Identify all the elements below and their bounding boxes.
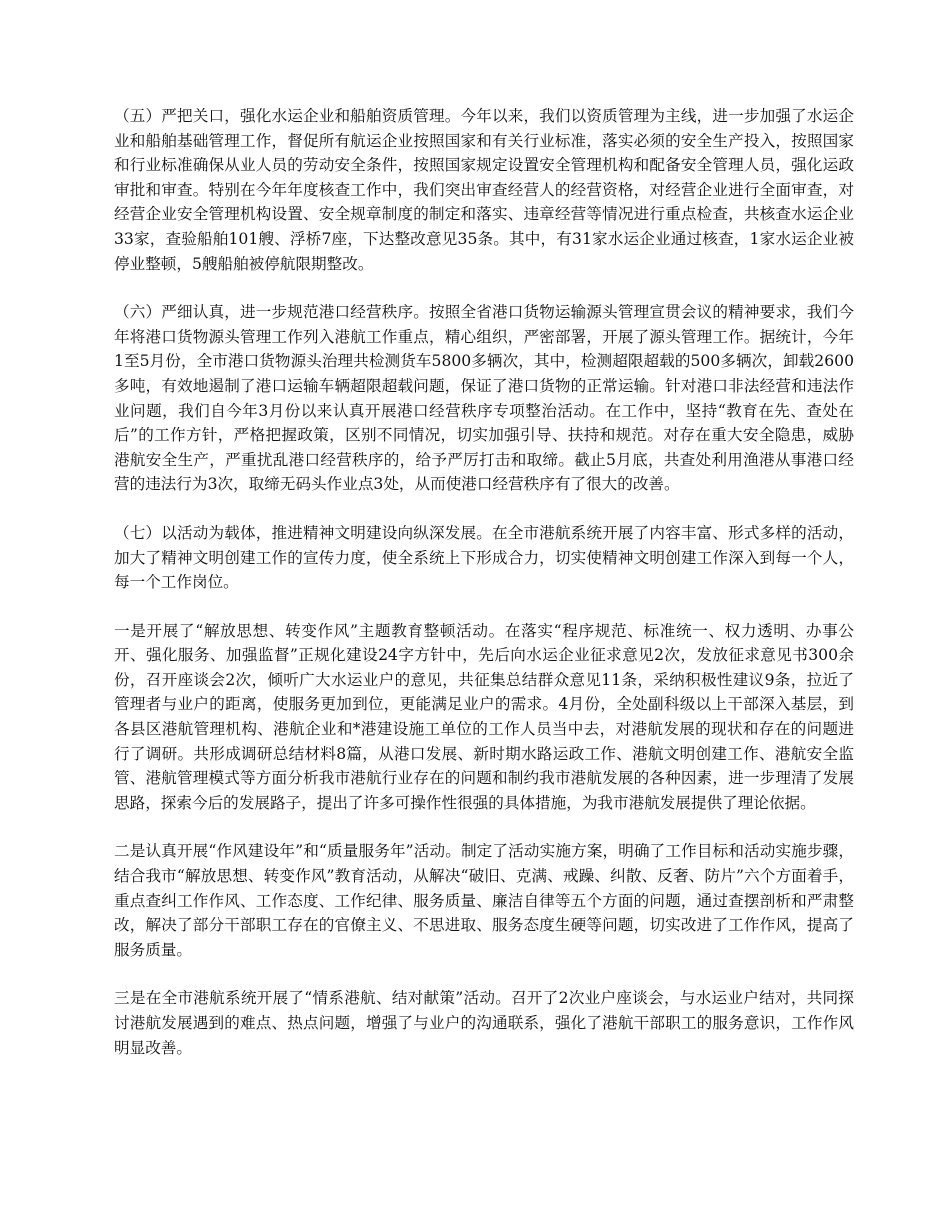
document-body — [114, 104, 854, 1084]
paragraph-work-style-year: 二是认真开展“作风建设年”和“质量服务年”活动。制定了活动实施方案，明确了工作目标和活动实施步骤，结合我市“解放思想、转变作风”教育活动，从解决“破旧、克满、戒躁、纠散、反奢、防片”六个方面着手，重点查纠工作作风、工作态度、工作纪律、服务质量、廉洁自律等五个方面的问题，通过查摆剖析和严肃整改，解决了部分干部职工存在的官僚主义、不思进取、服务态度生硬等问题，切实改进了工作作风，提高了服务质量。 — [114, 842, 854, 959]
paragraph-pairing-activity: 三是在全市港航系统开展了“情系港航、结对献策”活动。召开了2次业户座谈会，与水运业户结对，共同探讨港航发展遇到的难点、热点问题，增强了与业户的沟通联系，强化了港航干部职工的服务意识，工作作风明显改善。 — [114, 989, 854, 1057]
paragraph-port-order: （六）严细认真，进一步规范港口经营秩序。按照全省港口货物运输源头管理宣贯会议的精神要求，我们今年将港口货物源头管理工作列入港航工作重点，精心组织，严密部署，开展了源头管理工作。据统计，今年1至5月份，全市港口货物源头治理共检测货车5800多辆次，其中，检测超限超载的500多辆次，卸载2600多吨，有效地遏制了港口运输车辆超限超载问题，保证了港口货物的正常运输。针对港口非法经营和违法作业问题，我们自今年3月份以来认真开展港口经营秩序专项整治活动。在工作中，坚持“教育在先、查处在后”的工作方针，严格把握政策，区别不同情况，切实加强引导、扶持和规范。对存在重大安全隐患，威胁港航安全生产，严重扰乱港口经营秩序的，给予严厉打击和取缔。截止5月底，共查处利用渔港从事港口经营的违法行为3次，取缔无码头作业点3处，从而使港口经营秩序有了很大的改善。 — [114, 303, 854, 494]
paragraph-education-rectification: 一是开展了“解放思想、转变作风”主题教育整顿活动。在落实“程序规范、标准统一、权力透明、办事公开、强化服务、加强监督”正规化建设24字方针中，先后向水运企业征求意见2次，发放征求意见书300余份，召开座谈会2次，倾听广大水运业户的意见，共征集总结群众意见11条，采纳积极性建议9条，拉近了管理者与业户的距离，使服务更加到位，更能满足业户的需求。4月份，全处副科级以上干部深入基层，到各县区港航管理机构、港航企业和*港建设施工单位的工作人员当中去，对港航发展的现状和存在的问题进行了调研。共形成调研总结材料8篇，从港口发展、新时期水路运政工作、港航文明创建工作、港航安全监管、港航管理模式等方面分析我市港航行业存在的问题和制约我市港航发展的各种因素，进一步理清了发展思路，探索今后的发展路子，提出了许多可操作性很强的具体措施，为我市港航发展提供了理论依据。 — [114, 621, 854, 812]
paragraph-qualification-management: （五）严把关口，强化水运企业和船舶资质管理。今年以来，我们以资质管理为主线，进一步加强了水运企业和船舶基础管理工作，督促所有航运企业按照国家和有关行业标准，落实必须的安全生产投入，按照国家和行业标准确保从业人员的劳动安全条件，按照国家规定设置安全管理机构和配备安全管理人员，强化运政审批和审查。特别在今年年度核查工作中，我们突出审查经营人的经营资格，对经营企业进行全面审查，对经营企业安全管理机构设置、安全规章制度的制定和落实、违章经营等情况进行重点检查，共核查水运企业33家，查验船舶101艘、浮桥7座，下达整改意见35条。其中，有31家水运企业通过核查，1家水运企业被停业整顿，5艘船舶被停航限期整改。 — [114, 107, 854, 273]
paragraph-spiritual-civilization: （七）以活动为载体，推进精神文明建设向纵深发展。在全市港航系统开展了内容丰富、形式多样的活动，加大了精神文明创建工作的宣传力度，使全系统上下形成合力，切实使精神文明创建工作深入到每一个人，每一个工作岗位。 — [114, 523, 854, 592]
